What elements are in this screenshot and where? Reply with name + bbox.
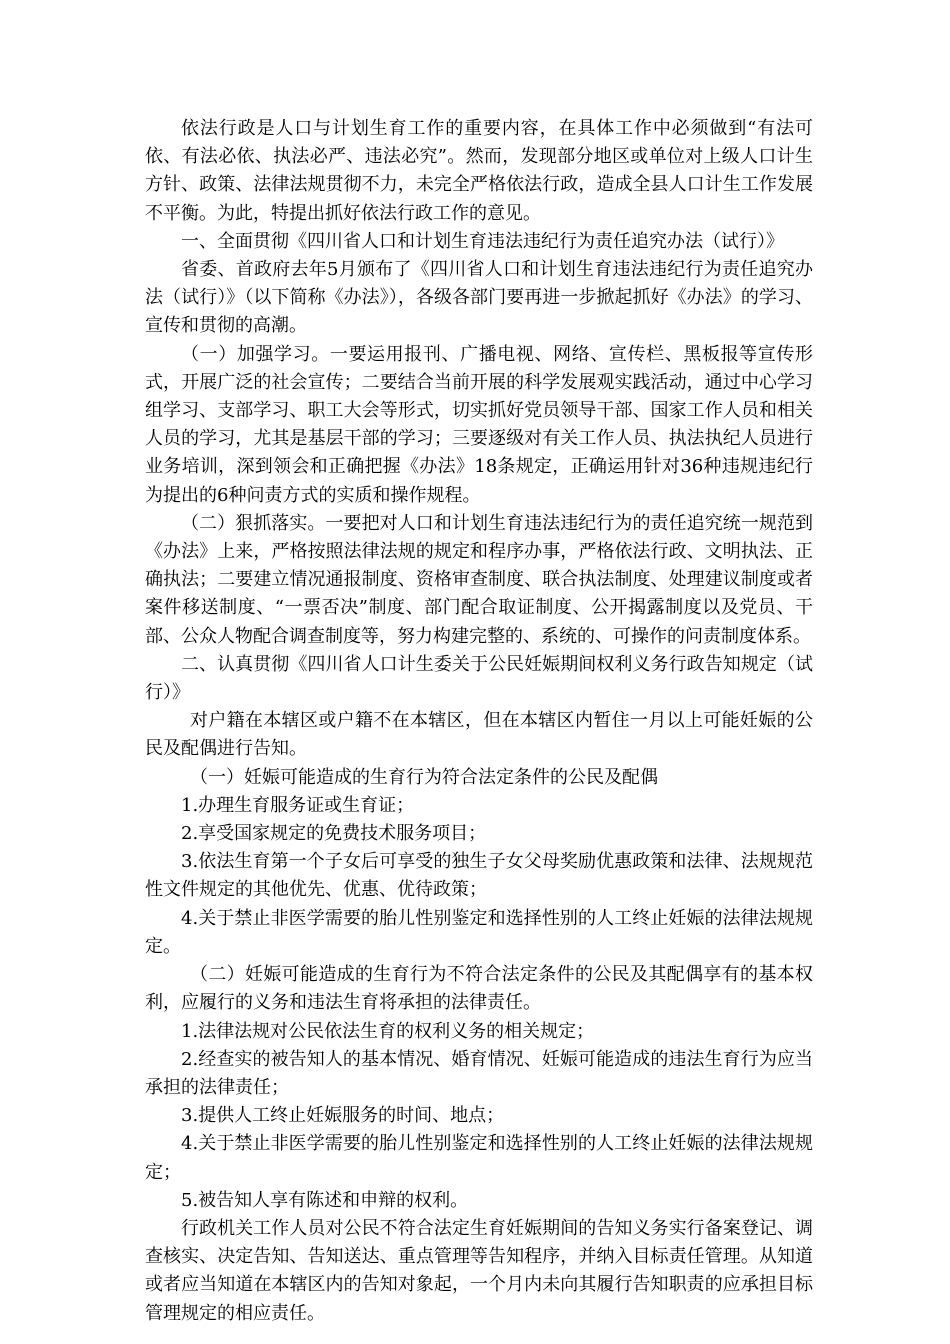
section-1-item-2: （二）狠抓落实。一要把对人口和计划生育违法违纪行为的责任追究统一规范到《办法》上来，严格按照法律法规的规定和程序办事，严格依法行政、文明执法、正确执法；二要建立情况通报制度、资格审查制度、联合执法制度、处理建议制度或者案件移送制度、“一票否决”制度、部门配合取证制度、公开揭露制度以及党员、干部、公众人物配合调查制度等，努力构建完整的、系统的、可操作的问责制度体系。 (145, 512, 813, 647)
sub-1-list-item-4: 4.关于禁止非医学需要的胎儿性别鉴定和选择性别的人工终止妊娠的法律法规规定。 (145, 907, 813, 957)
sub-2-list-item-5: 5.被告知人享有陈述和申辩的权利。 (181, 1189, 469, 1211)
sub-1-list-item-3: 3.依法生育第一个子女后可享受的独生子女父母奖励优惠政策和法律、法规规范性文件规定的其他优先、优惠、优待政策； (145, 851, 813, 901)
section-2-sub-2-heading: （二）妊娠可能造成的生育行为不符合法定条件的公民及其配偶享有的基本权利，应履行的义务和违法生育将承担的法律责任。 (145, 964, 813, 1014)
section-1-item-1: （一）加强学习。一要运用报刊、广播电视、网络、宣传栏、黑板报等宣传形式，开展广泛的社会宣传；二要结合当前开展的科学发展观实践活动，通过中心学习组学习、支部学习、职工大会等形式，切实抓好党员领导干部、国家工作人员和相关人员的学习，尤其是基层干部的学习；三要逐级对有关工作人员、执法执纪人员进行业务培训，深到领会和正确把握《办法》18条规定，正确运用针对36种违规违纪行为提出的6种问责方式的实质和操作规程。 (145, 343, 813, 506)
document-body (145, 115, 813, 1328)
section-1-intro: 省委、首政府去年5月颁布了《四川省人口和计划生育违法违纪行为责任追究办法（试行）》（以下简称《办法》），各级各部门要再进一步掀起抓好《办法》的学习、宣传和贯彻的高潮。 (145, 259, 813, 337)
sub-2-list-item-1: 1.法律法规对公民依法生育的权利义务的相关规定； (181, 1020, 595, 1042)
sub-2-list-item-4: 4.关于禁止非医学需要的胎儿性别鉴定和选择性别的人工终止妊娠的法律法规规定； (145, 1133, 813, 1183)
sub-1-list-item-1: 1.办理生育服务证或生育证； (181, 794, 415, 816)
closing-paragraph: 行政机关工作人员对公民不符合法定生育妊娠期间的告知义务实行备案登记、调查核实、决定告知、告知送达、重点管理等告知程序，并纳入目标责任管理。从知道或者应当知道在本辖区内的告知对象起，一个月内未向其履行告知职责的应承担目标管理规定的相应责任。 (145, 1217, 813, 1324)
section-2-heading: 二、认真贯彻《四川省人口计生委关于公民妊娠期间权利义务行政告知规定（试行）》 (145, 653, 813, 704)
section-2-intro: 对户籍在本辖区或户籍不在本辖区，但在本辖区内暂住一月以上可能妊娠的公民及配偶进行告知。 (145, 710, 813, 760)
section-1-heading: 一、全面贯彻《四川省人口和计划生育违法违纪行为责任追究办法（试行）》 (181, 230, 784, 252)
section-2-sub-1-heading: （一）妊娠可能造成的生育行为符合法定条件的公民及配偶 (190, 766, 658, 788)
sub-1-list-item-2: 2.享受国家规定的免费技术服务项目； (181, 823, 487, 845)
intro-paragraph: 依法行政是人口与计划生育工作的重要内容，在具体工作中必须做到“有法可依、有法必依、执法必严、违法必究”。然而，发现部分地区或单位对上级人口计生方针、政策、法律法规贯彻不力，未完全严格依法行政，造成全县人口计生工作发展不平衡。为此，特提出抓好依法行政工作的意见。 (145, 118, 813, 224)
sub-2-list-item-3: 3.提供人工终止妊娠服务的时间、地点； (181, 1105, 505, 1127)
sub-2-list-item-2: 2.经查实的被告知人的基本情况、婚育情况、妊娠可能造成的违法生育行为应当承担的法律责任； (145, 1048, 813, 1098)
